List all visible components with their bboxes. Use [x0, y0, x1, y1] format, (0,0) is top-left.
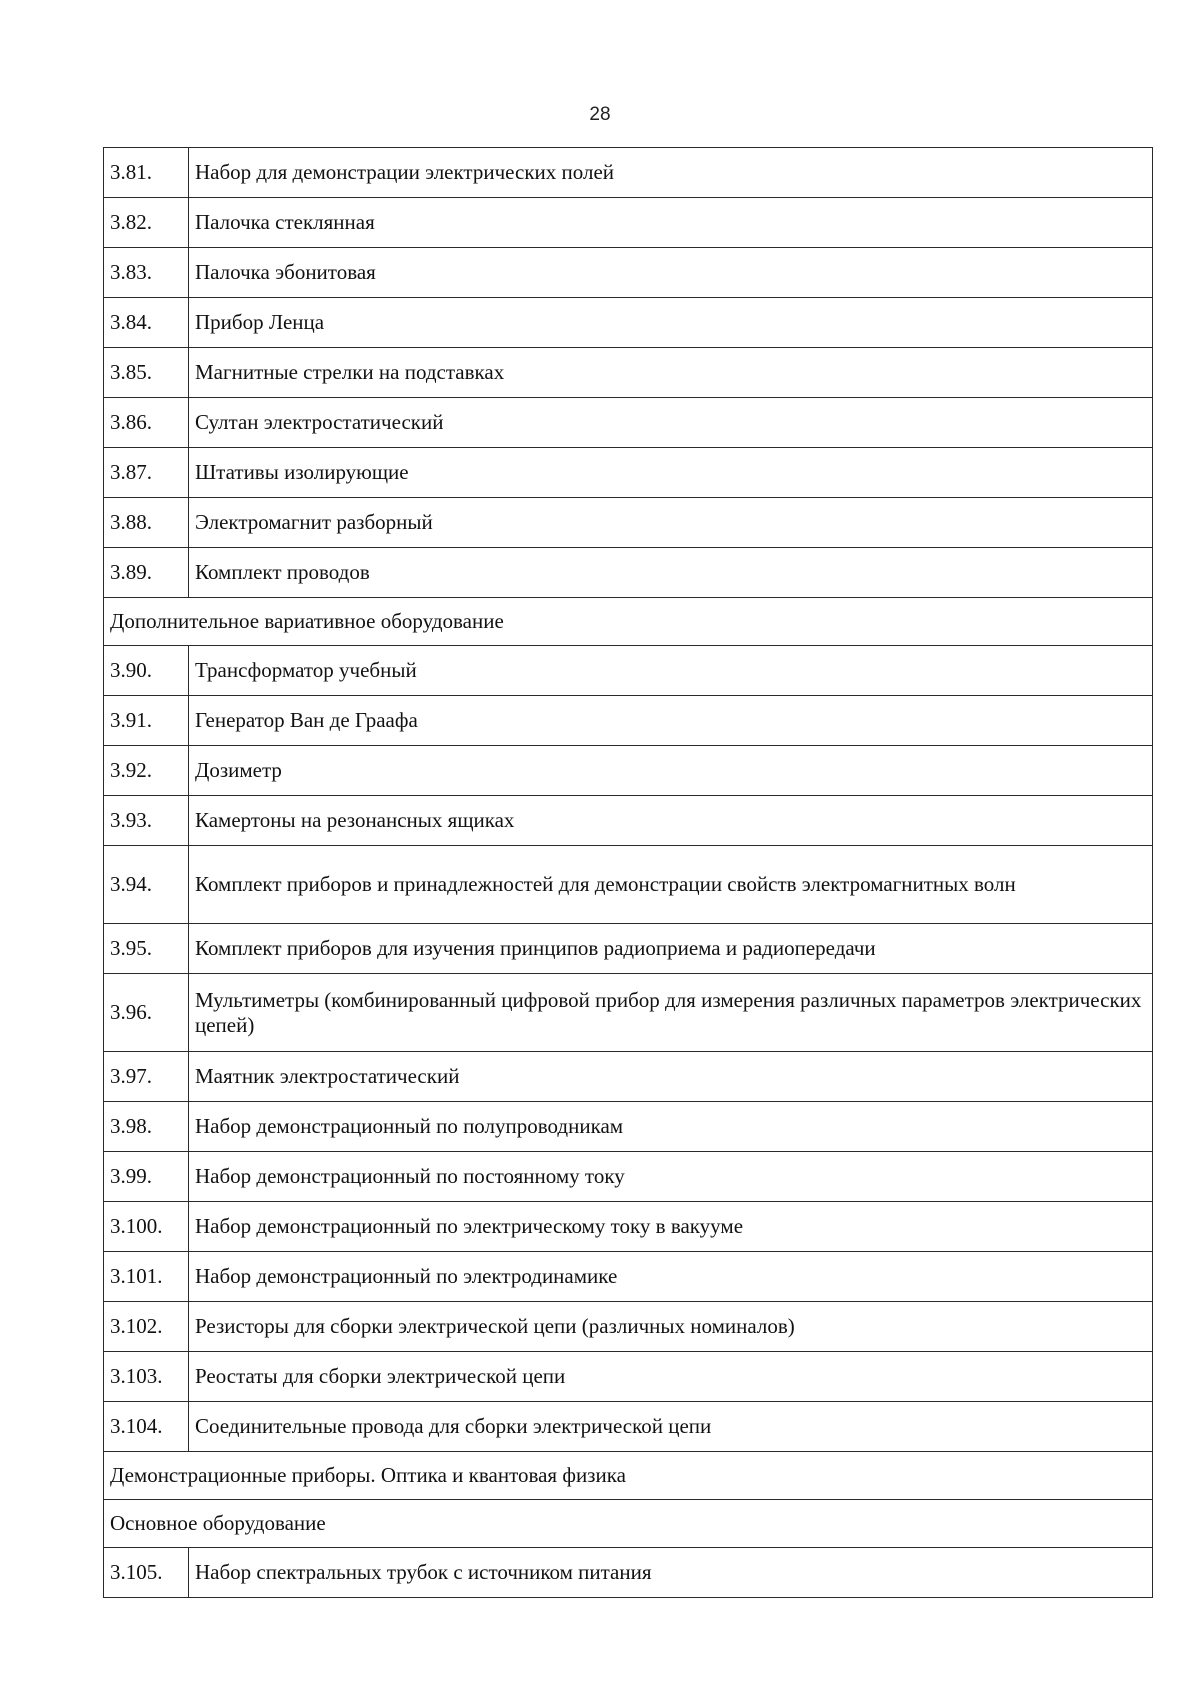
section-header-row	[104, 1452, 1153, 1500]
item-number: 3.84.	[104, 298, 189, 348]
table-row	[104, 298, 1153, 348]
table-row	[104, 448, 1153, 498]
table-row	[104, 148, 1153, 198]
table-row	[104, 1052, 1153, 1102]
section-title: Демонстрационные приборы. Оптика и квантовая физика	[104, 1452, 1153, 1500]
item-name: Дозиметр	[189, 746, 1153, 796]
section-title: Дополнительное вариативное оборудование	[104, 598, 1153, 646]
equipment-table	[103, 147, 1153, 1598]
item-name: Палочка стеклянная	[189, 198, 1153, 248]
item-name: Магнитные стрелки на подставках	[189, 348, 1153, 398]
item-name: Набор спектральных трубок с источником питания	[189, 1548, 1153, 1598]
item-name: Комплект приборов и принадлежностей для демонстрации свойств электромагнитных волн	[189, 846, 1153, 924]
item-number: 3.89.	[104, 548, 189, 598]
item-name: Набор демонстрационный по электрическому току в вакууме	[189, 1202, 1153, 1252]
table-row	[104, 696, 1153, 746]
item-name: Комплект проводов	[189, 548, 1153, 598]
item-name: Набор демонстрационный по полупроводникам	[189, 1102, 1153, 1152]
table-row	[104, 248, 1153, 298]
item-name: Электромагнит разборный	[189, 498, 1153, 548]
section-title: Основное оборудование	[104, 1500, 1153, 1548]
item-number: 3.88.	[104, 498, 189, 548]
item-name: Соединительные провода для сборки электрической цепи	[189, 1402, 1153, 1452]
item-name: Мультиметры (комбинированный цифровой прибор для измерения различных параметров электрических цепей)	[189, 974, 1153, 1052]
item-number: 3.93.	[104, 796, 189, 846]
item-name: Набор демонстрационный по электродинамике	[189, 1252, 1153, 1302]
page-number: 28	[589, 104, 611, 125]
equipment-table-body	[104, 148, 1153, 1598]
table-row	[104, 548, 1153, 598]
item-number: 3.101.	[104, 1252, 189, 1302]
table-row	[104, 1202, 1153, 1252]
table-row	[104, 974, 1153, 1052]
item-name: Палочка эбонитовая	[189, 248, 1153, 298]
item-name: Камертоны на резонансных ящиках	[189, 796, 1153, 846]
table-row	[104, 398, 1153, 448]
item-name: Набор демонстрационный по постоянному току	[189, 1152, 1153, 1202]
item-name: Прибор Ленца	[189, 298, 1153, 348]
item-number: 3.92.	[104, 746, 189, 796]
item-number: 3.102.	[104, 1302, 189, 1352]
table-row	[104, 1302, 1153, 1352]
item-number: 3.91.	[104, 696, 189, 746]
item-number: 3.105.	[104, 1548, 189, 1598]
item-number: 3.100.	[104, 1202, 189, 1252]
item-number: 3.85.	[104, 348, 189, 398]
section-header-row	[104, 1500, 1153, 1548]
item-number: 3.81.	[104, 148, 189, 198]
item-number: 3.86.	[104, 398, 189, 448]
item-name: Резисторы для сборки электрической цепи (различных номиналов)	[189, 1302, 1153, 1352]
table-row	[104, 1402, 1153, 1452]
item-number: 3.87.	[104, 448, 189, 498]
item-name: Штативы изолирующие	[189, 448, 1153, 498]
item-number: 3.90.	[104, 646, 189, 696]
item-number: 3.94.	[104, 846, 189, 924]
table-row	[104, 348, 1153, 398]
item-number: 3.96.	[104, 974, 189, 1052]
item-name: Султан электростатический	[189, 398, 1153, 448]
item-number: 3.82.	[104, 198, 189, 248]
item-number: 3.95.	[104, 924, 189, 974]
table-row	[104, 198, 1153, 248]
table-row	[104, 924, 1153, 974]
item-name: Генератор Ван де Граафа	[189, 696, 1153, 746]
item-name: Трансформатор учебный	[189, 646, 1153, 696]
item-name: Реостаты для сборки электрической цепи	[189, 1352, 1153, 1402]
item-number: 3.104.	[104, 1402, 189, 1452]
table-row	[104, 1102, 1153, 1152]
item-number: 3.98.	[104, 1102, 189, 1152]
table-row	[104, 498, 1153, 548]
item-number: 3.97.	[104, 1052, 189, 1102]
table-row	[104, 1352, 1153, 1402]
item-name: Маятник электростатический	[189, 1052, 1153, 1102]
table-row	[104, 1548, 1153, 1598]
table-row	[104, 846, 1153, 924]
section-header-row	[104, 598, 1153, 646]
item-number: 3.99.	[104, 1152, 189, 1202]
table-row	[104, 796, 1153, 846]
item-number: 3.83.	[104, 248, 189, 298]
table-row	[104, 1152, 1153, 1202]
table-row	[104, 746, 1153, 796]
table-row	[104, 646, 1153, 696]
item-name: Набор для демонстрации электрических полей	[189, 148, 1153, 198]
table-row	[104, 1252, 1153, 1302]
item-number: 3.103.	[104, 1352, 189, 1402]
item-name: Комплект приборов для изучения принципов радиоприема и радиопередачи	[189, 924, 1153, 974]
